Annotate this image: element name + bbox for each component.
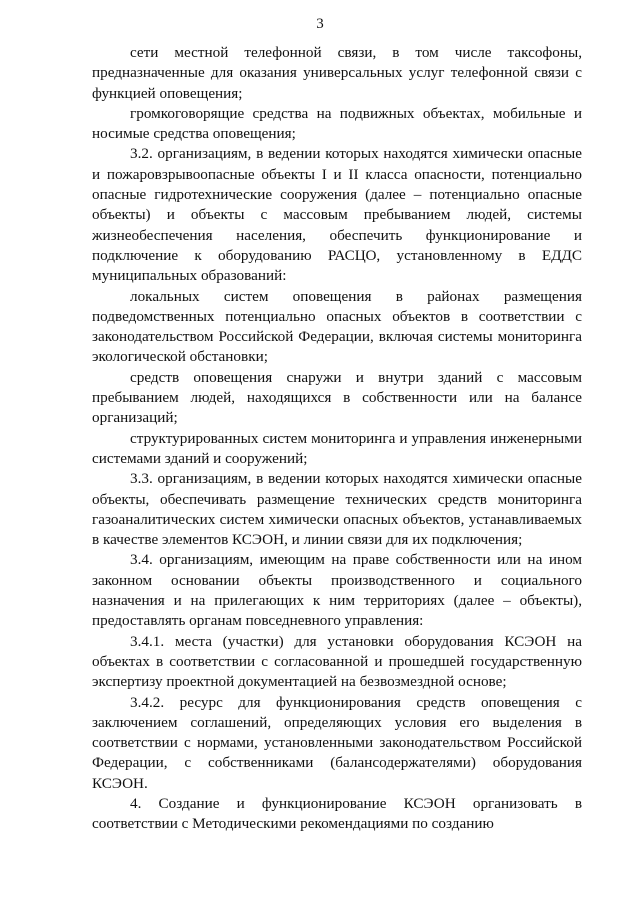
paragraph: средств оповещения снаружи и внутри зданий с массовым пребыванием людей, находящихся в собственности или на балансе организаций; — [92, 368, 582, 427]
paragraph: сети местной телефонной связи, в том числе таксофоны, предназначенные для оказания универсальных услуг телефонной связи с функцией оповещения; — [92, 44, 582, 102]
paragraph: 4. Создание и функционирование КСЭОН организовать в соответствии с Методическими рекомендациями по созданию — [92, 794, 582, 833]
paragraph: 3.4. организациям, имеющим на праве собственности или на ином законном основании объекты производственного и социального назначения и на прилегающих к ним территориях (далее – объекты), предоставлять органам повседневного управления: — [92, 551, 582, 630]
document-body — [92, 43, 582, 835]
paragraph: 3.3. организациям, в ведении которых находятся химически опасные объекты, обеспечивать размещение технических средств мониторинга газоаналитических систем химически опасных объектов, устанавливаемых в качестве элементов КСЭОН, и линии связи для их подключения; — [92, 470, 582, 549]
paragraph: 3.4.2. ресурс для функционирования средств оповещения с заключением соглашений, определяющих условия его выделения в соответствии с нормами, установленными законодательством Российской Федерации, с собственниками (балансодержателями) оборудования КСЭОН. — [92, 693, 582, 792]
paragraph: локальных систем оповещения в районах размещения подведомственных потенциально опасных объектов в соответствии с законодательством Российской Федерации, включая системы мониторинга экологической обстановки; — [92, 287, 582, 366]
page-number: 3 — [316, 16, 324, 32]
paragraph: 3.2. организациям, в ведении которых находятся химически опасные и пожаровзрывоопасные объекты I и II класса опасности, потенциально опасные гидротехнические сооружения (далее – потенциально опасные объекты) и объекты с массовым пребыванием людей, системы жизнеобеспечения населения, обеспечить функционирование и подключение к оборудованию РАСЦО, установленному в ЕДДС муниципальных образований: — [92, 145, 582, 285]
paragraph: громкоговорящие средства на подвижных объектах, мобильные и носимые средства оповещения; — [92, 104, 582, 143]
paragraph: структурированных систем мониторинга и управления инженерными системами зданий и сооружений; — [92, 429, 582, 467]
paragraph: 3.4.1. места (участки) для установки оборудования КСЭОН на объектах в соответствии с согласованной и прошедшей государственную экспертизу проектной документацией на безвозмездной основе; — [92, 632, 582, 691]
